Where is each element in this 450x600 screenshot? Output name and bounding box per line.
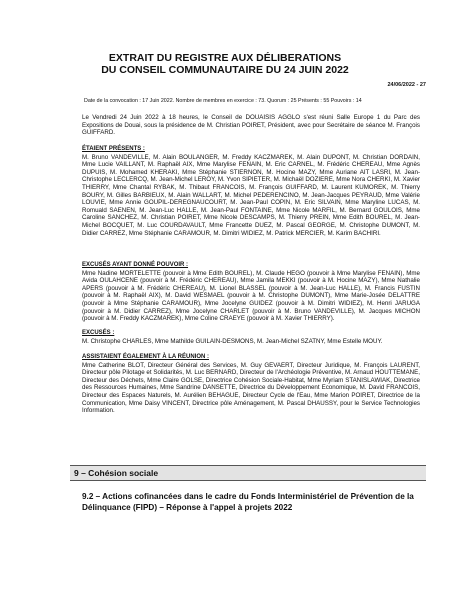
section-header-bar [70,465,426,481]
excuses-heading: EXCUSÉS : [82,330,115,336]
intro-paragraph: Le Vendredi 24 Juin 2022 à 18 heures, le Conseil de DOUAISIS AGGLO s'est réuni Salle Europe 1 du Parc des Expositions de Douai, sous la présidence de M. Christian POIRET, Président, avec pour Secrétaire de séance M. François GUIFFARD. [82,114,420,137]
assistaient-section [82,354,420,415]
doc-title-line1: EXTRAIT DU REGISTRE AUX DÉLIBERATIONS [108,52,342,64]
excuses-section [82,330,420,345]
excuses-list: M. Christophe CHARLES, Mme Mathilde GUILAIN-DESMONS, M. Jean-Michel SZATNY, Mme Estelle MOUY. [82,337,383,345]
doc-title-line2: DU CONSEIL COMMUNAUTAIRE DU 24 JUIN 2022 [101,64,349,76]
convocation-info: Date de la convocation : 17 Juin 2022. Nombre de membres en exercice : 73. Quorum : 25 Présents : 55 Pouvoirs : 14 [84,98,362,104]
assistaient-heading: ASSISTAIENT ÉGALEMENT À LA RÉUNION : [82,354,210,360]
presents-section [82,146,420,237]
pouvoirs-list: Mme Nadine MORTELETTE (pouvoir à Mme Edith BOUREL), M. Claude HEGO (pouvoir à Mme Marylise FENAIN), Mme Avida OULAHCENE (pouvoir à M. Frédéric CHEREAU), Mme Jamila MEKKI (pouvoir à M. Hocine MAZY), Mme Nathalie APERS (pouvoir à M. Frédéric CHEREAU), M. Lionel BLASSEL (pouvoir à M. Jean-Luc HALLE), M. Francis FUSTIN (pouvoir à M. Raphaël AIX), M. David WESMAEL (pouvoir à M. Christophe DUMONT), Mme Marie-Josée DELATTRE (pouvoir à Mme Stéphanie CARAMOUR), Mme Jocelyne GUIDEZ (pouvoir à M. Dimitri WIDIEZ), M. Henri JARUGA (pouvoir à M. Didier CARREZ), Mme Jocelyne CHARLET (pouvoir à M. Bruno VANDEVILLE), M. Jacques MICHON (pouvoir à M. Freddy KACZMAREK), Mme Coline CRAEYE (pouvoir à M. Xavier THIERRY). [82,269,420,323]
presents-list: M. Bruno VANDEVILLE, M. Alain BOULANGER, M. Freddy KACZMAREK, M. Alain DUPONT, M. Christian DORDAIN, Mme Lucie VAILLANT, M. Raphaël AIX, Mme Marylise FENAIN, M. Eric CARNEL, M. Frédéric CHEREAU, Mme Agnès DUPUIS, M. Mohamed KHERAKI, Mme Stéphanie STIERNON, M. Hocine MAZY, Mme Auriane AIT LASRI, M. Jean-Christophe LECLERCQ, M. Jean-Michel LEROY, M. Yvon SIPIETER, M. Michaël DOZIERE, Mme Nora CHERKI, M. Xavier THIERRY, Mme Chantal RYBAK, M. Thibaut FRANCOIS, M. François GUIFFARD, M. Laurent KUMOREK, M. Thierry BOURY, M. Gilles BARBIEUX, M. Alain WALLART, M. Michel PEDERENCINO, M. Jean-Jacques PEYRAUD, Mme Valérie LOUVIE, Mme Annie GOUPIL-DEREGNAUCOURT, M. Jean-Paul COPIN, M. Eric SILVAIN, Mme Maryline LUCAS, M. Romuald SAENEN, M. Jean-Luc HALLE, M. Jean-Paul FONTAINE, Mme Nicole MARFIL, M. Bernard GOULOIS, Mme Caroline SANCHEZ, M. Christian POIRET, Mme Nicole DESCAMPS, M. Thierry PREIN, Mme Edith BOUREL, M. Jean-Michel BOCQUET, M. Luc COURDAVAULT, Mme Francette DUEZ, M. Pascal GEORGE, M. Christophe DUMONT, M. Didier CARREZ, Mme Stéphanie CARAMOUR, M. Dimitri WIDIEZ, M. Patrick MERCIER, M. Karim BACHIRI. [82,153,420,237]
assistaient-list: Mme Catherine BLOT, Directeur Général des Services, M. Guy GEVAERT, Directeur Juridique, M. François LAURENT, Directeur pôle Pilotage et Solidarités, M. Luc BERNARD, Directeur de l'Archéologie Préventive, M. Arnaud HOUTTEMANE, Directeur des Déchets, Mme Claire GOLSE, Directrice Cohésion Sociale-Habitat, Mme Myriam STANISLAWIAK, Directrice des Ressources Humaines, Mme Sandrine DANSETTE, Directrice du Développement Economique, M. David FRANCOIS, Directeur des Espaces Naturels, M. Aurélien BEHAGUE, Directeur Cycle de l'Eau, Mme Marion POIRET, Directrice de la Communication, Mme Daisy VINCENT, Directrice pôle Aménagement, M. Pascal DHAUSSY, pour le Service Technologies Information. [82,361,420,415]
presents-heading: ÉTAIENT PRÉSENTS : [82,146,145,152]
deliberation-subtitle: 9.2 – Actions cofinancées dans le cadre du Fonds Interministériel de Prévention de la Délinquance (FIPD) – Réponse à l'appel à projets 2022 [82,492,414,512]
pouvoirs-heading: EXCUSÉS AYANT DONNÉ POUVOIR : [82,262,189,268]
pouvoirs-section [82,262,420,323]
deliberation-ref: 24/06/2022 - 27 [387,82,426,88]
section-title: 9 – Cohésion sociale [74,468,159,478]
